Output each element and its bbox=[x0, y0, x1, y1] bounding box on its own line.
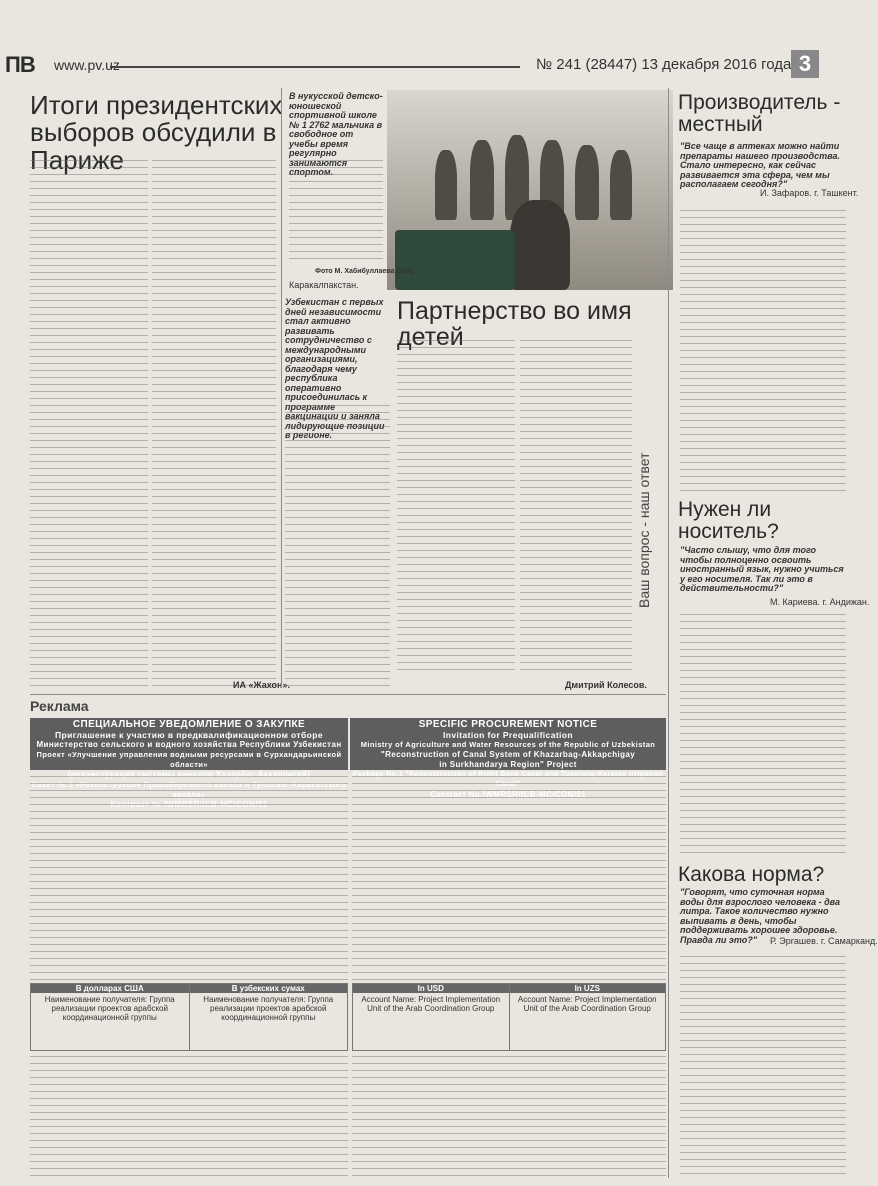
sidebar-answer-native bbox=[680, 614, 846, 858]
article2-lead: Узбекистан с первых дней независимости стал активно развивать сотрудничество с международными организациями, благодаря чему республика оперативно присоединилась к программе вакцинации и заняла лидирующие позиции в регионе. bbox=[285, 297, 385, 440]
issue-info: № 241 (28447) 13 декабря 2016 года bbox=[536, 56, 792, 73]
table bbox=[395, 230, 515, 290]
payment-table-en bbox=[352, 983, 666, 1051]
figure bbox=[470, 140, 494, 220]
payment-col-usd: В долларах США Наименование получателя: Группа реализации проектов арабской координационной группы bbox=[31, 984, 190, 1050]
sidebar-title-producer: Производитель - местный bbox=[678, 91, 841, 137]
payment-col-usd: In USD Account Name: Project Implementation Unit of the Arab Coordination Group bbox=[353, 984, 510, 1050]
photo-location: Каракалпакстан. bbox=[289, 280, 359, 290]
page-header bbox=[0, 50, 851, 80]
sidebar-quote-producer: "Все чаще в аптеках можно найти препараты нашего производства. Стало интересно, как сейчас развивается эта сфера, чем мы располагаем сегодня?" bbox=[680, 141, 840, 189]
ad-banner-ru: СПЕЦИАЛЬНОЕ УВЕДОМЛЕНИЕ О ЗАКУПКЕ Приглашение к участию в предквалификационном отборе Министерство сельского и водного хозяйства Республики Узбекистан Проект «Улучшение управления водными ресурсами в Сурхандарьинской области» (реконструкция системы каналов Хазарбаг-Аккапчигай) Пакет № 1 «Реконструкция Правобережного канала и Туполанг-Каракатского канала» Контракт № IWMRSR/ICB-MC/CON/01 bbox=[31, 719, 347, 809]
ads-label: Реклама bbox=[30, 698, 89, 714]
sidebar-sign-norm: Р. Эргашев. г. Самарканд. bbox=[770, 936, 878, 946]
article1-signature: ИА «Жахон». bbox=[233, 680, 290, 690]
sidebar-sign-producer: И. Зафаров. г. Ташкент. bbox=[760, 188, 859, 198]
sidebar-sign-native: М. Кариева. г. Андижан. bbox=[770, 597, 870, 607]
ad-contacts-en bbox=[352, 1056, 666, 1180]
page-number: 3 bbox=[791, 50, 819, 78]
article2-column1 bbox=[285, 405, 390, 687]
sidebar-quote-native: "Часто слышу, что для того чтобы полноценно освоить иностранный язык, нужно учиться у его носителя. Так ли это в действительности?" bbox=[680, 545, 844, 593]
photo-credit: Фото М. Хабибуллаева (УзА). bbox=[315, 268, 416, 275]
article3-column2 bbox=[520, 340, 632, 676]
article1-column2 bbox=[152, 160, 276, 686]
payment-col-uzs: В узбекских сумах Наименование получателя: Группа реализации проектов арабской координационной группы bbox=[190, 984, 348, 1050]
section-label: Ваш вопрос - наш ответ bbox=[636, 452, 652, 608]
sidebar-title-norm: Какова норма? bbox=[678, 863, 825, 886]
column-divider bbox=[281, 88, 282, 688]
sports-photo bbox=[285, 90, 673, 290]
sidebar-answer-producer bbox=[680, 210, 846, 492]
sidebar-answer-norm bbox=[680, 956, 846, 1178]
photo-caption-body bbox=[289, 160, 383, 260]
figure bbox=[510, 200, 570, 290]
ads-divider bbox=[30, 694, 666, 695]
payment-table-ru bbox=[30, 983, 348, 1051]
sidebar-title-native: Нужен ли носитель? bbox=[678, 498, 779, 544]
figure bbox=[575, 145, 599, 220]
article3-signature: Дмитрий Колесов. bbox=[565, 680, 647, 690]
payment-col-uzs: In UZS Account Name: Project Implementation Unit of the Arab Coordination Group bbox=[510, 984, 666, 1050]
header-rule bbox=[110, 66, 520, 68]
article3-title: Партнерство во имя детей bbox=[397, 297, 632, 352]
figure bbox=[610, 150, 632, 220]
ad-banner-en: SPECIFIC PROCUREMENT NOTICE Invitation for Prequalification Ministry of Agriculture and Water Resources of the Republic of Uzbekistan "Reconstruction of Canal System of Khazarbag-Akkapchigay in Surkhandarya Region" Project Package No.1 "Reconstruction of Right Bank Canal and Tupolang-Karatag Irrigation Canal" Contract No.IWMRSR/ICB-MC/CON/01 bbox=[350, 718, 666, 770]
article1-column1 bbox=[30, 160, 148, 686]
article3-column1 bbox=[397, 340, 515, 676]
sidebar-quote-norm: "Говорят, что суточная норма воды для взрослого человека - два литра. Такое количество нужно выпивать в день, чтобы поддерживать хорошее здоровье. Правда ли это?" bbox=[680, 887, 841, 945]
website-url[interactable]: www.pv.uz bbox=[54, 57, 120, 73]
ad-text-en bbox=[352, 776, 666, 980]
ad-text-ru bbox=[30, 776, 348, 980]
figure bbox=[435, 150, 457, 220]
article1-title: Итоги президентских выборов обсудили в Париже bbox=[30, 90, 283, 175]
photo-caption-box bbox=[285, 90, 416, 290]
photo-caption: В нукусской детско-юношеской спортивной школе № 1 2762 мальчика в свободное от учебы время регулярно занимаются спортом. bbox=[289, 91, 383, 177]
ad-contacts-ru bbox=[30, 1056, 348, 1180]
newspaper-logo: ПВ bbox=[5, 52, 35, 77]
sidebar-divider bbox=[668, 88, 669, 1178]
